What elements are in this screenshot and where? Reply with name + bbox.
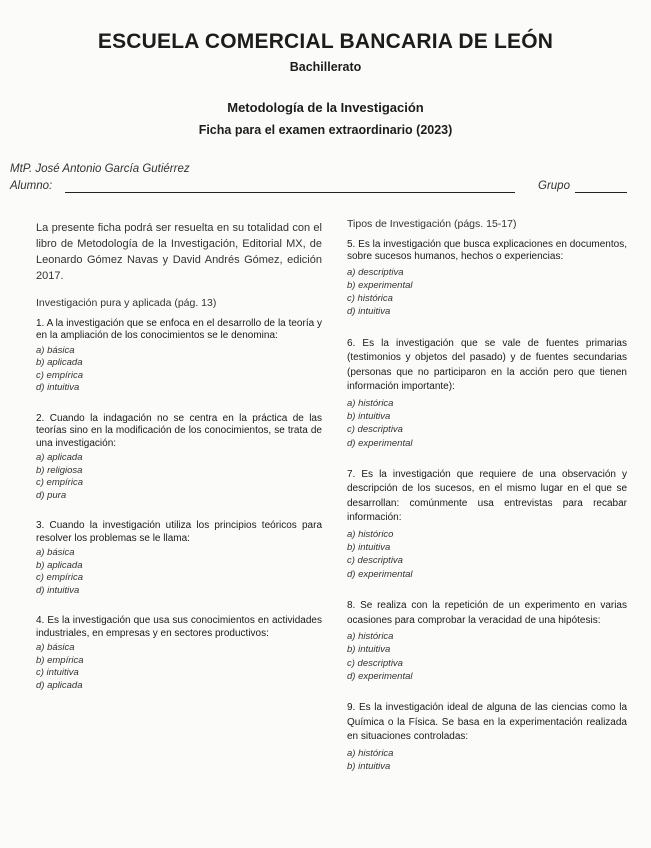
option[interactable]: a) aplicada bbox=[36, 452, 83, 463]
option[interactable]: b) intuitiva bbox=[347, 644, 391, 656]
section-heading-pura: Investigación pura y aplicada (pág. 13) bbox=[36, 297, 217, 309]
option[interactable]: c) descriptiva bbox=[347, 424, 403, 436]
option[interactable]: a) histórico bbox=[347, 528, 394, 540]
question-text: 7. Es la investigación que requiere de una observación y descripción de los sucesos, en el mismo lugar en el que se desarrollan: comúnmente usa entrevistas para recabar información: bbox=[347, 468, 627, 524]
section-heading-tipos: Tipos de Investigación (págs. 15-17) bbox=[347, 218, 517, 230]
school-subtitle: Bachillerato bbox=[289, 60, 362, 74]
question-text: 5. Es la investigación que busca explicaciones en documentos, sobre sucesos humanos, hechos o experiencias: bbox=[347, 238, 627, 262]
question bbox=[36, 520, 322, 597]
question-text: 8. Se realiza con la repetición de un experimento en varias ocasiones para comprobar la veracidad de una hipótesis: bbox=[347, 600, 627, 626]
course-title: Metodología de la Investigación bbox=[227, 100, 424, 115]
option[interactable]: a) histórica bbox=[347, 747, 394, 759]
option[interactable]: a) histórica bbox=[347, 631, 394, 643]
option[interactable]: d) aplicada bbox=[36, 679, 83, 691]
option[interactable]: b) empírica bbox=[36, 654, 84, 666]
option[interactable]: a) básica bbox=[36, 642, 75, 653]
intro-paragraph: La presente ficha podrá ser resuelta en su totalidad con el libro de Metodología de la Investigación, Editorial MX, de Leonardo Gómez Navas y David Andrés Gómez, edición 2017. bbox=[36, 222, 322, 282]
option[interactable]: d) experimental bbox=[347, 568, 413, 580]
question-text: 6. Es la investigación que se vale de fuentes primarias (testimonios y objetos del pasado) y de fuentes secundarias (personas que no participaron en la acción pero que tienen información importante): bbox=[347, 337, 627, 393]
question bbox=[347, 337, 627, 450]
ficha-title: Ficha para el examen extraordinario (2023) bbox=[198, 123, 453, 137]
option[interactable]: b) intuitiva bbox=[347, 761, 391, 773]
option[interactable]: b) experimental bbox=[347, 279, 413, 291]
school-title: ESCUELA COMERCIAL BANCARIA DE LEÓN bbox=[97, 30, 554, 53]
question-text: 4. Es la investigación que usa sus conocimientos en actividades industriales, en empresas y en sectores productivos: bbox=[36, 615, 322, 639]
student-info-line bbox=[10, 180, 627, 195]
teacher-name: MtP. José Antonio García Gutiérrez bbox=[10, 163, 190, 175]
option[interactable]: b) aplicada bbox=[36, 357, 83, 368]
option[interactable]: b) aplicada bbox=[36, 559, 83, 571]
right-column bbox=[347, 218, 627, 791]
question bbox=[347, 599, 627, 683]
option[interactable]: b) intuitiva bbox=[347, 410, 391, 422]
grupo-field[interactable] bbox=[575, 192, 627, 193]
option[interactable]: c) intuitiva bbox=[36, 667, 79, 678]
option[interactable]: c) histórica bbox=[347, 293, 393, 305]
option[interactable]: a) histórica bbox=[347, 397, 394, 409]
option[interactable]: d) intuitiva bbox=[347, 306, 391, 318]
question bbox=[347, 468, 627, 581]
option[interactable]: c) empírica bbox=[36, 369, 83, 381]
option[interactable]: b) intuitiva bbox=[347, 542, 391, 554]
question-text: 3. Cuando la investigación utiliza los principios teóricos para resolver los problemas se le llama: bbox=[36, 520, 322, 544]
option[interactable]: d) experimental bbox=[347, 670, 413, 682]
question bbox=[36, 615, 322, 692]
option[interactable]: c) descriptiva bbox=[347, 657, 403, 669]
option[interactable]: c) empírica bbox=[36, 477, 83, 488]
alumno-field[interactable] bbox=[65, 192, 515, 193]
question bbox=[36, 318, 322, 395]
option[interactable]: d) intuitiva bbox=[36, 382, 80, 393]
alumno-label: Alumno: bbox=[10, 180, 53, 192]
option[interactable]: c) descriptiva bbox=[347, 555, 403, 567]
option[interactable]: d) experimental bbox=[347, 437, 413, 449]
question-text: 2. Cuando la indagación no se centra en la práctica de las teorías sino en la modificación de los conocimientos, se trata de una investigación: bbox=[36, 412, 322, 449]
left-column bbox=[36, 220, 322, 710]
option[interactable]: b) religiosa bbox=[36, 464, 83, 476]
question-text: 9. Es la investigación ideal de alguna de las ciencias como la Química o la Física. Se basa en la experimentación realizada en situaciones controladas: bbox=[347, 702, 627, 743]
question bbox=[36, 413, 322, 503]
option[interactable]: d) pura bbox=[36, 489, 67, 501]
option[interactable]: a) descriptiva bbox=[347, 266, 404, 278]
question bbox=[347, 239, 627, 319]
option[interactable]: d) intuitiva bbox=[36, 584, 80, 596]
option[interactable]: c) empírica bbox=[36, 572, 83, 583]
question-text: 1. A la investigación que se enfoca en el desarrollo de la teoría y en la ampliación de los conocimientos se le denomina: bbox=[36, 317, 322, 341]
question bbox=[347, 701, 627, 773]
option[interactable]: a) básica bbox=[36, 547, 75, 558]
grupo-label: Grupo bbox=[538, 180, 570, 192]
option[interactable]: a) básica bbox=[36, 344, 75, 356]
